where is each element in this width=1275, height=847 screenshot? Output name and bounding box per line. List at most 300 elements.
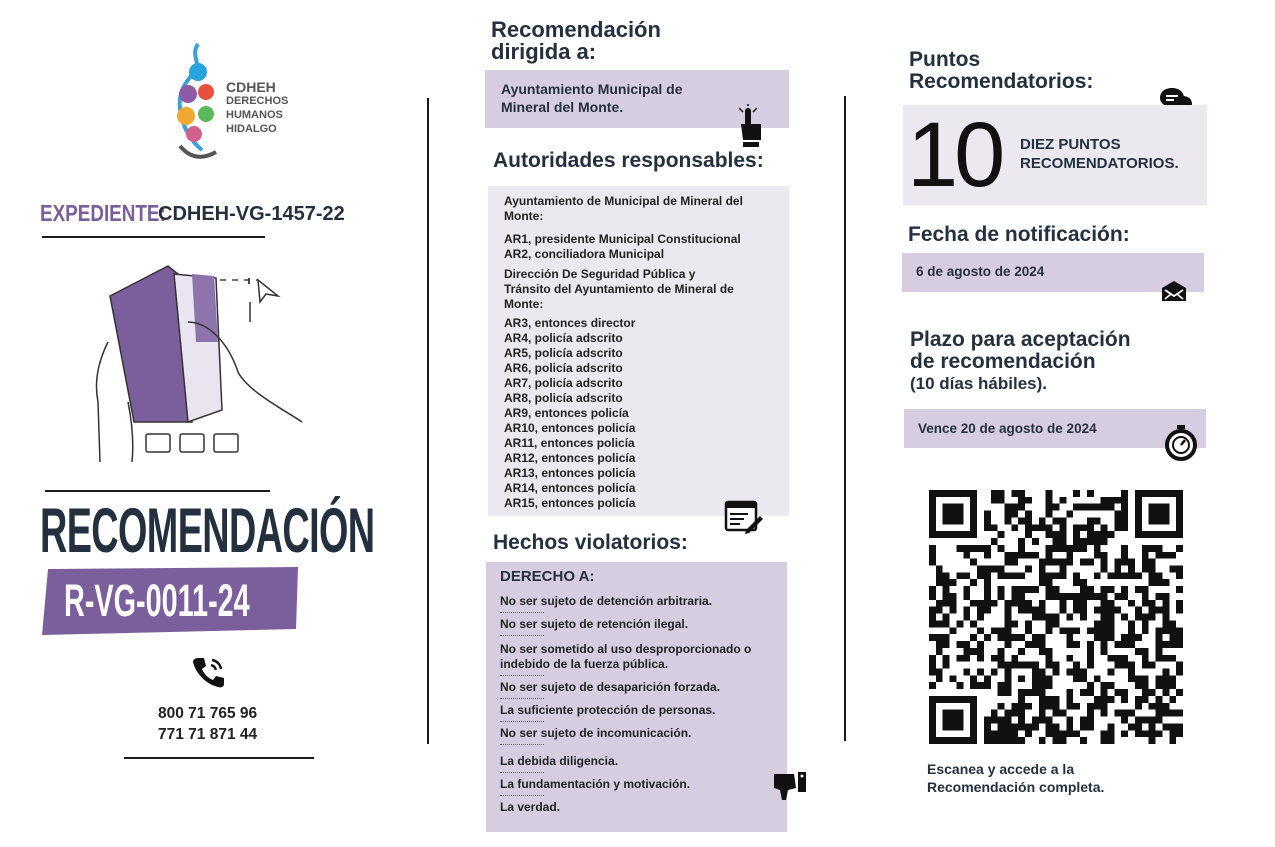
qr-module (1039, 717, 1046, 724)
qr-module (1018, 662, 1025, 669)
qr-module (1005, 723, 1012, 730)
qr-module (1053, 696, 1060, 703)
qr-module (1073, 579, 1080, 586)
qr-module (1094, 552, 1101, 559)
qr-module (977, 600, 984, 607)
qr-module (977, 627, 984, 634)
qr-module (1025, 497, 1032, 504)
qr-module (929, 614, 936, 621)
qr-module (1156, 607, 1163, 614)
autoridades-item: AR9, entonces policía (504, 406, 629, 420)
qr-module (1011, 572, 1018, 579)
qr-module (1018, 703, 1025, 710)
qr-module (1025, 689, 1032, 696)
qr-module (1176, 710, 1183, 717)
qr-module (1046, 490, 1053, 497)
qr-module (1073, 545, 1080, 552)
qr-module (1094, 703, 1101, 710)
qr-module (1039, 668, 1046, 675)
qr-module (991, 497, 998, 504)
qr-module (1053, 730, 1060, 737)
qr-module (956, 682, 963, 689)
qr-module (1101, 566, 1108, 573)
qr-module (1169, 696, 1176, 703)
qr-module (1101, 538, 1108, 545)
qr-module (1080, 668, 1087, 675)
qr-module (1107, 730, 1114, 737)
qr-module (943, 620, 950, 627)
qr-module (1053, 593, 1060, 600)
qr-module (1135, 723, 1142, 730)
qr-module (1169, 730, 1176, 737)
qr-module (963, 593, 970, 600)
qr-module (1142, 545, 1149, 552)
qr-module (984, 682, 991, 689)
qr-module (1114, 524, 1121, 531)
puntos-heading (909, 49, 1093, 93)
plazo-box (904, 409, 1206, 448)
qr-module (998, 703, 1005, 710)
hechos-item: No ser sujeto de retención ilegal. (500, 617, 689, 631)
hechos-box (486, 562, 787, 832)
qr-module (1169, 655, 1176, 662)
qr-module (1011, 504, 1018, 511)
qr-module (1087, 586, 1094, 593)
qr-module (984, 607, 991, 614)
qr-module (1025, 730, 1032, 737)
qr-module (1162, 668, 1169, 675)
qr-module (1005, 572, 1012, 579)
qr-module (943, 710, 964, 731)
qr-module (998, 682, 1005, 689)
qr-module (1080, 723, 1087, 730)
qr-module (1142, 689, 1149, 696)
qr-module (1025, 607, 1032, 614)
qr-module (1142, 717, 1149, 724)
qr-module (1149, 662, 1156, 669)
qr-module (1107, 586, 1114, 593)
hechos-subheading: DERECHO A: (500, 568, 595, 585)
qr-module (1032, 723, 1039, 730)
qr-module (1162, 675, 1169, 682)
qr-module (1121, 696, 1128, 703)
qr-module (1107, 723, 1114, 730)
qr-module (1080, 717, 1087, 724)
qr-module (1080, 579, 1087, 586)
qr-module (1066, 559, 1073, 566)
qr-module (984, 593, 991, 600)
qr-module (1073, 490, 1080, 497)
qr-module (998, 497, 1005, 504)
qr-module (1121, 593, 1128, 600)
qr-module (943, 504, 964, 525)
qr-module (1162, 579, 1169, 586)
qr-module (1039, 517, 1046, 524)
autoridades-item: AR15, entonces policía (504, 496, 636, 510)
qr-module (1018, 689, 1025, 696)
qr-module (1053, 538, 1060, 545)
qr-module (1059, 559, 1066, 566)
qr-module (1018, 504, 1025, 511)
qr-module (1121, 517, 1128, 524)
qr-module (991, 655, 998, 662)
qr-module (1011, 593, 1018, 600)
qr-module (1011, 634, 1018, 641)
qr-module (1101, 552, 1108, 559)
qr-module (1156, 552, 1163, 559)
qr-module (1046, 552, 1053, 559)
qr-module (1080, 504, 1087, 511)
qr-module (1011, 662, 1018, 669)
qr-module (1101, 634, 1108, 641)
qr-module (1107, 607, 1114, 614)
qr-module (1101, 607, 1108, 614)
qr-module (1080, 737, 1087, 744)
qr-module (1135, 717, 1142, 724)
qr-module (1080, 538, 1087, 545)
cdheh-logo (172, 42, 302, 168)
qr-module (1046, 675, 1053, 682)
qr-module (984, 717, 991, 724)
qr-module (984, 566, 991, 573)
qr-module (1046, 648, 1053, 655)
qr-module (1087, 504, 1094, 511)
qr-module (1101, 620, 1108, 627)
dirigida-heading (491, 19, 661, 63)
qr-module (1087, 593, 1094, 600)
puntos-heading-line2: Recomendatorios: (909, 70, 1094, 93)
qr-module (1059, 730, 1066, 737)
qr-module (1162, 655, 1169, 662)
qr-module (1094, 531, 1101, 538)
qr-module (1101, 627, 1108, 634)
qr-module (1162, 593, 1169, 600)
qr-module (977, 641, 984, 648)
qr-module (1156, 634, 1163, 641)
qr-module (1121, 634, 1128, 641)
qr-module (984, 730, 991, 737)
logo-text-derechos: DERECHOS (226, 95, 289, 107)
qr-module (1114, 511, 1121, 518)
qr-module (1162, 641, 1169, 648)
qr-module (1053, 559, 1060, 566)
qr-module (1101, 689, 1108, 696)
qr-module (1135, 696, 1142, 703)
phone-number-1[interactable]: 800 71 765 96 (158, 705, 258, 722)
qr-module (1149, 545, 1156, 552)
qr-module (1135, 586, 1142, 593)
qr-module (984, 600, 991, 607)
qr-module (1011, 730, 1018, 737)
qr-module (970, 675, 977, 682)
qr-module (1142, 675, 1149, 682)
qr-module (1087, 531, 1094, 538)
qr-module (1046, 627, 1053, 634)
qr-module (1176, 723, 1183, 730)
qr-module (1059, 517, 1066, 524)
hechos-item: La suficiente protección de personas. (500, 703, 716, 717)
qr-module (1107, 668, 1114, 675)
qr-module (1046, 730, 1053, 737)
qr-module (1107, 504, 1114, 511)
qr-module (1039, 710, 1046, 717)
qr-module (1149, 572, 1156, 579)
qr-module (929, 607, 936, 614)
puntos-box (903, 105, 1207, 205)
qr-module (1066, 689, 1073, 696)
qr-module (1032, 641, 1039, 648)
qr-module (1087, 648, 1094, 655)
qr-module (998, 648, 1005, 655)
qr-module (1142, 696, 1149, 703)
qr-module (998, 566, 1005, 573)
qr-module (1128, 641, 1135, 648)
qr-module (1135, 730, 1142, 737)
qr-module (984, 634, 991, 641)
qr-module (1169, 675, 1176, 682)
qr-module (1073, 538, 1080, 545)
qr-caption-line1: Escanea y accede a la (927, 761, 1075, 777)
qr-module (1046, 545, 1053, 552)
qr-module (1162, 607, 1169, 614)
qr-module (1121, 511, 1128, 518)
qr-module (1039, 675, 1046, 682)
qr-module (1128, 620, 1135, 627)
qr-module (1080, 586, 1087, 593)
qr-module (991, 717, 998, 724)
qr-module (1121, 662, 1128, 669)
qr-module (1142, 586, 1149, 593)
qr-module (1087, 710, 1094, 717)
qr-module (1101, 524, 1108, 531)
qr-module (943, 579, 950, 586)
qr-module (1169, 634, 1176, 641)
qr-module (929, 682, 936, 689)
qr-module (936, 668, 943, 675)
qr-module (1156, 593, 1163, 600)
qr-module (1114, 655, 1121, 662)
autoridades-item: AR12, entonces policía (504, 451, 636, 465)
qr-module (1018, 648, 1025, 655)
qr-module (950, 607, 957, 614)
qr-module (1005, 620, 1012, 627)
qr-module (936, 572, 943, 579)
dirigida-value: Ayuntamiento Municipal de Mineral del Monte. (501, 81, 683, 115)
qr-module (929, 545, 936, 552)
qr-module (1073, 627, 1080, 634)
qr-module (998, 545, 1005, 552)
qr-module (991, 524, 998, 531)
qr-module (1114, 641, 1121, 648)
qr-module (1032, 675, 1039, 682)
qr-module (1066, 703, 1073, 710)
qr-module (1073, 703, 1080, 710)
plazo-heading (910, 329, 1131, 395)
qr-module (936, 607, 943, 614)
qr-caption-line2: Recomendación completa. (927, 779, 1105, 795)
autoridades-group1: Ayuntamiento de Municipal de Mineral del Monte: (504, 194, 743, 223)
qr-module (1011, 620, 1018, 627)
qr-module (1080, 600, 1087, 607)
qr-module (1156, 545, 1163, 552)
qr-module (1162, 689, 1169, 696)
qr-module (998, 572, 1005, 579)
qr-module (984, 675, 991, 682)
qr-module (1032, 552, 1039, 559)
qr-module (1018, 497, 1025, 504)
envelope-icon (1161, 280, 1187, 302)
qr-module (1162, 723, 1169, 730)
qr-code[interactable] (929, 490, 1183, 744)
qr-module (998, 586, 1005, 593)
qr-module (1162, 627, 1169, 634)
qr-module (1046, 655, 1053, 662)
qr-module (1046, 497, 1053, 504)
qr-module (950, 627, 957, 634)
qr-module (1039, 682, 1046, 689)
qr-module (1066, 552, 1073, 559)
qr-module (1039, 703, 1046, 710)
qr-module (1046, 504, 1053, 511)
qr-module (1066, 545, 1073, 552)
qr-module (998, 717, 1005, 724)
qr-module (1149, 723, 1156, 730)
qr-module (1046, 559, 1053, 566)
qr-module (1101, 559, 1108, 566)
qr-module (1046, 593, 1053, 600)
logo-text-cdheh: CDHEH (226, 79, 276, 95)
qr-module (936, 600, 943, 607)
qr-module (1114, 572, 1121, 579)
qr-module (1059, 627, 1066, 634)
qr-module (1128, 668, 1135, 675)
qr-module (1101, 531, 1108, 538)
qr-module (1121, 545, 1128, 552)
qr-module (1176, 572, 1183, 579)
qr-module (1149, 703, 1156, 710)
qr-module (1087, 538, 1094, 545)
qr-module (1039, 600, 1046, 607)
qr-module (1053, 614, 1060, 621)
qr-module (1053, 517, 1060, 524)
qr-module (1087, 682, 1094, 689)
qr-module (1101, 497, 1108, 504)
qr-module (1156, 730, 1163, 737)
qr-module (1121, 586, 1128, 593)
qr-module (1039, 614, 1046, 621)
qr-module (1162, 614, 1169, 621)
qr-module (1025, 552, 1032, 559)
qr-module (1149, 579, 1156, 586)
qr-module (936, 620, 943, 627)
qr-module (1018, 717, 1025, 724)
autoridades-item: AR7, policía adscrito (504, 376, 623, 390)
qr-module (1039, 634, 1046, 641)
qr-module (1121, 504, 1128, 511)
autoridades-group2: Dirección De Seguridad Pública y Tránsito del Ayuntamiento de Mineral de Monte: (504, 267, 734, 311)
qr-module (984, 572, 991, 579)
qr-module (1053, 620, 1060, 627)
autoridades-item: AR11, entonces policía (504, 436, 635, 450)
qr-module (1005, 607, 1012, 614)
qr-module (1025, 600, 1032, 607)
qr-module (1039, 648, 1046, 655)
qr-module (950, 579, 957, 586)
qr-module (1032, 607, 1039, 614)
qr-module (1053, 668, 1060, 675)
qr-module (1142, 682, 1149, 689)
qr-module (998, 655, 1005, 662)
qr-module (1162, 620, 1169, 627)
qr-module (1101, 710, 1108, 717)
qr-module (1073, 675, 1080, 682)
qr-module (1018, 593, 1025, 600)
qr-module (1025, 517, 1032, 524)
qr-module (998, 662, 1005, 669)
qr-module (998, 634, 1005, 641)
qr-module (1039, 524, 1046, 531)
qr-module (977, 572, 984, 579)
qr-module (1169, 566, 1176, 573)
autoridades-item: AR3, entonces director (504, 316, 636, 330)
qr-module (970, 648, 977, 655)
qr-module (977, 545, 984, 552)
qr-module (1169, 620, 1176, 627)
logo-text-hidalgo: HIDALGO (226, 123, 277, 135)
qr-module (1073, 641, 1080, 648)
phone-number-2[interactable]: 771 71 871 44 (158, 726, 258, 743)
qr-module (1073, 730, 1080, 737)
qr-module (1032, 682, 1039, 689)
qr-module (1149, 717, 1156, 724)
qr-module (1073, 668, 1080, 675)
qr-module (1073, 600, 1080, 607)
qr-module (1032, 662, 1039, 669)
qr-module (998, 737, 1005, 744)
qr-module (998, 627, 1005, 634)
qr-module (1094, 538, 1101, 545)
qr-module (1162, 710, 1169, 717)
qr-module (1135, 703, 1142, 710)
qr-module (1087, 662, 1094, 669)
qr-module (1114, 559, 1121, 566)
qr-module (1176, 566, 1183, 573)
qr-module (1025, 524, 1032, 531)
puntos-text-line2: RECOMENDATORIOS. (1020, 155, 1179, 172)
autoridades-item: AR2, conciliadora Municipal (504, 247, 665, 261)
autoridades-item: AR6, policía adscrito (504, 361, 623, 375)
qr-module (998, 723, 1005, 730)
qr-module (977, 668, 984, 675)
qr-module (1135, 634, 1142, 641)
qr-module (1156, 655, 1163, 662)
qr-module (970, 620, 977, 627)
qr-module (1011, 710, 1018, 717)
qr-module (1005, 504, 1012, 511)
qr-module (1059, 524, 1066, 531)
qr-module (1018, 737, 1025, 744)
qr-module (984, 511, 991, 518)
qr-module (1018, 490, 1025, 497)
qr-module (1053, 737, 1060, 744)
qr-module (1149, 600, 1156, 607)
qr-module (984, 552, 991, 559)
qr-module (1114, 517, 1121, 524)
qr-module (936, 675, 943, 682)
dirigida-box (485, 70, 789, 128)
qr-module (1011, 559, 1018, 566)
qr-module (1053, 703, 1060, 710)
